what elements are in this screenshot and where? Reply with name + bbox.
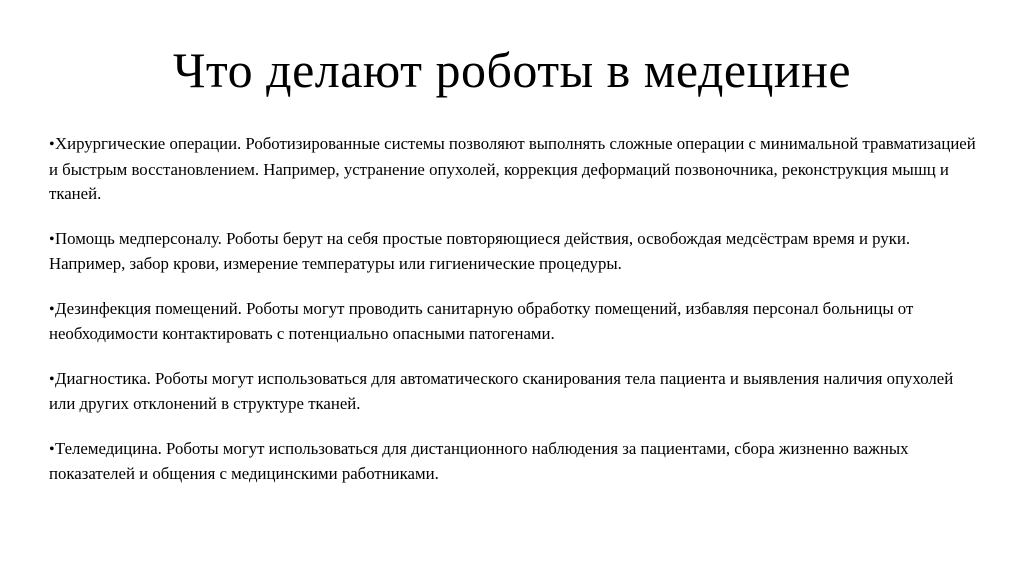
list-item-text: Телемедицина. Роботы могут использоваться для дистанционного наблюдения за пациентами, сбора жизненно важных показателей и общения с медицинскими работниками.	[49, 438, 909, 483]
list-item-text: Хирургические операции. Роботизированные системы позволяют выполнять сложные операции с минимальной травматизацией и быстрым восстановлением. Например, устранение опухолей, коррекция деформаций позвоночника, реконструкция мышц и тканей.	[49, 134, 976, 203]
bullet-icon: •	[49, 440, 55, 458]
bullet-icon: •	[49, 370, 55, 388]
bullet-icon: •	[49, 230, 55, 248]
slide-title: Что делают роботы в медецине	[172, 42, 852, 98]
bullet-icon: •	[49, 300, 55, 318]
bullet-list	[49, 132, 979, 507]
list-item	[49, 132, 979, 207]
bullet-icon: •	[49, 136, 55, 153]
list-item	[49, 297, 979, 347]
list-item	[49, 227, 979, 277]
list-item	[49, 437, 979, 487]
list-item-text: Помощь медперсоналу. Роботы берут на себя простые повторяющиеся действия, освобождая медсёстрам время и руки. Например, забор крови, измерение температуры или гигиенические процедуры.	[49, 228, 911, 273]
list-item-text: Диагностика. Роботы могут использоваться для автоматического сканирования тела пациента и выявления наличия опухолей или других отклонений в структуре тканей.	[49, 368, 954, 413]
list-item	[49, 367, 979, 417]
list-item-text: Дезинфекция помещений. Роботы могут проводить санитарную обработку помещений, избавляя персонал больницы от необходимости контактировать с потенциально опасными патогенами.	[49, 298, 914, 343]
